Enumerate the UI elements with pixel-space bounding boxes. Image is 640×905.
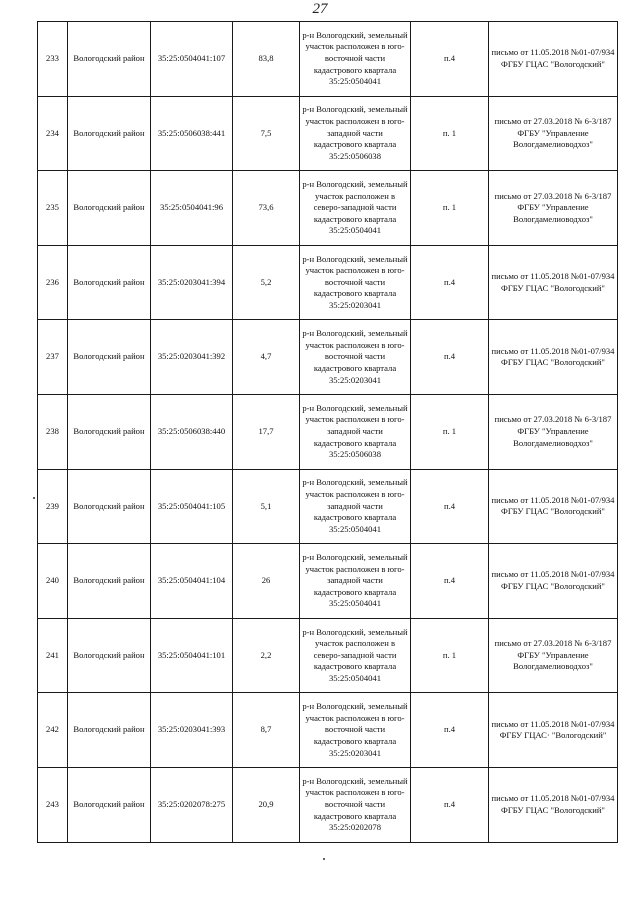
table-row: [38, 469, 618, 544]
cell-area: 20,9: [233, 767, 300, 842]
cell-district: Вологодский район: [68, 693, 151, 768]
table-body: [38, 22, 618, 843]
cell-district: Вологодский район: [68, 767, 151, 842]
cell-row-number: 243: [38, 767, 68, 842]
cell-district: Вологодский район: [68, 320, 151, 395]
cell-area: 73,6: [233, 171, 300, 246]
cell-clause: п.4: [411, 22, 489, 97]
land-plot-table: [37, 21, 618, 843]
cell-clause: п.4: [411, 693, 489, 768]
cell-row-number: 235: [38, 171, 68, 246]
cell-location: р-н Вологодский, земельный участок расположен в юго-западной части кадастрового квартала 35:25:0504041: [300, 469, 411, 544]
cell-document: письмо от 27.03.2018 № 6-3/187 ФГБУ "Управление Вологдамелиоводхоз": [489, 394, 618, 469]
cell-document: письмо от 11.05.2018 №01-07/934 ФГБУ ГЦАС· "Вологодский": [489, 693, 618, 768]
cell-cadastral-number: 35:25:0203041:393: [151, 693, 233, 768]
cell-location: р-н Вологодский, земельный участок расположен в юго-восточной части кадастрового квартала 35:25:0203041: [300, 320, 411, 395]
cell-row-number: 234: [38, 96, 68, 171]
cell-cadastral-number: 35:25:0504041:107: [151, 22, 233, 97]
cell-area: 4,7: [233, 320, 300, 395]
table-row: [38, 171, 618, 246]
cell-document: письмо от 11.05.2018 №01-07/934 ФГБУ ГЦАС "Вологодский": [489, 245, 618, 320]
cell-document: письмо от 11.05.2018 №01-07/934 ФГБУ ГЦАС "Вологодский": [489, 320, 618, 395]
cell-district: Вологодский район: [68, 22, 151, 97]
cell-cadastral-number: 35:25:0203041:394: [151, 245, 233, 320]
cell-location: р-н Вологодский, земельный участок расположен в юго-западной части кадастрового квартала 35:25:0506038: [300, 394, 411, 469]
table-row: [38, 767, 618, 842]
scan-speck: [323, 858, 325, 860]
cell-row-number: 233: [38, 22, 68, 97]
cell-location: р-н Вологодский, земельный участок расположен в юго-восточной части кадастрового квартала 35:25:0202078: [300, 767, 411, 842]
cell-document: письмо от 27.03.2018 № 6-3/187 ФГБУ "Управление Вологдамелиоводхоз": [489, 618, 618, 693]
cell-clause: п. 1: [411, 171, 489, 246]
scan-speck: [33, 497, 35, 499]
cell-area: 17,7: [233, 394, 300, 469]
cell-cadastral-number: 35:25:0506038:441: [151, 96, 233, 171]
cell-cadastral-number: 35:25:0506038:440: [151, 394, 233, 469]
cell-row-number: 239: [38, 469, 68, 544]
table-row: [38, 320, 618, 395]
table-row: [38, 618, 618, 693]
cell-area: 2,2: [233, 618, 300, 693]
cell-document: письмо от 11.05.2018 №01-07/934 ФГБУ ГЦАС "Вологодский": [489, 469, 618, 544]
cell-cadastral-number: 35:25:0504041:101: [151, 618, 233, 693]
table-row: [38, 544, 618, 619]
cell-location: р-н Вологодский, земельный участок расположен в юго-восточной части кадастрового квартала 35:25:0504041: [300, 22, 411, 97]
cell-area: 5,2: [233, 245, 300, 320]
cell-clause: п.4: [411, 469, 489, 544]
cell-cadastral-number: 35:25:0504041:96: [151, 171, 233, 246]
cell-location: р-н Вологодский, земельный участок расположен в юго-восточной части кадастрового квартала 35:25:0203041: [300, 693, 411, 768]
page-number: 27: [312, 1, 328, 17]
cell-clause: п.4: [411, 245, 489, 320]
cell-district: Вологодский район: [68, 171, 151, 246]
cell-location: р-н Вологодский, земельный участок расположен в северо-западной части кадастрового квартала 35:25:0504041: [300, 171, 411, 246]
table-row: [38, 96, 618, 171]
cell-location: р-н Вологодский, земельный участок расположен в северо-западной части кадастрового квартала 35:25:0504041: [300, 618, 411, 693]
cell-district: Вологодский район: [68, 469, 151, 544]
cell-district: Вологодский район: [68, 618, 151, 693]
cell-document: письмо от 11.05.2018 №01-07/934 ФГБУ ГЦАС "Вологодский": [489, 22, 618, 97]
cell-document: письмо от 27.03.2018 № 6-3/187 ФГБУ "Управление Вологдамелиоводхоз": [489, 96, 618, 171]
cell-row-number: 237: [38, 320, 68, 395]
cell-clause: п.4: [411, 544, 489, 619]
cell-row-number: 236: [38, 245, 68, 320]
cell-document: письмо от 27.03.2018 № 6-3/187 ФГБУ "Управление Вологдамелиоводхоз": [489, 171, 618, 246]
cell-location: р-н Вологодский, земельный участок расположен в юго-западной части кадастрового квартала 35:25:0504041: [300, 544, 411, 619]
cell-clause: п. 1: [411, 394, 489, 469]
cell-cadastral-number: 35:25:0504041:105: [151, 469, 233, 544]
cell-row-number: 238: [38, 394, 68, 469]
cell-area: 83,8: [233, 22, 300, 97]
cell-document: письмо от 11.05.2018 №01-07/934 ФГБУ ГЦАС "Вологодский": [489, 544, 618, 619]
cell-area: 26: [233, 544, 300, 619]
cell-document: письмо от 11.05.2018 №01-07/934 ФГБУ ГЦАС "Вологодский": [489, 767, 618, 842]
cell-location: р-н Вологодский, земельный участок расположен в юго-западной части кадастрового квартала 35:25:0506038: [300, 96, 411, 171]
cell-area: 5,1: [233, 469, 300, 544]
cell-clause: п. 1: [411, 618, 489, 693]
cell-cadastral-number: 35:25:0203041:392: [151, 320, 233, 395]
cell-district: Вологодский район: [68, 245, 151, 320]
cell-district: Вологодский район: [68, 544, 151, 619]
table-row: [38, 245, 618, 320]
cell-district: Вологодский район: [68, 96, 151, 171]
table-row: [38, 394, 618, 469]
cell-cadastral-number: 35:25:0202078:275: [151, 767, 233, 842]
cell-district: Вологодский район: [68, 394, 151, 469]
cell-area: 8,7: [233, 693, 300, 768]
table-row: [38, 22, 618, 97]
cell-row-number: 241: [38, 618, 68, 693]
cell-row-number: 242: [38, 693, 68, 768]
table-row: [38, 693, 618, 768]
cell-area: 7,5: [233, 96, 300, 171]
cell-clause: п.4: [411, 767, 489, 842]
cell-row-number: 240: [38, 544, 68, 619]
cell-clause: п.4: [411, 320, 489, 395]
cell-cadastral-number: 35:25:0504041:104: [151, 544, 233, 619]
cell-location: р-н Вологодский, земельный участок расположен в юго-восточной части кадастрового квартала 35:25:0203041: [300, 245, 411, 320]
cell-clause: п. 1: [411, 96, 489, 171]
